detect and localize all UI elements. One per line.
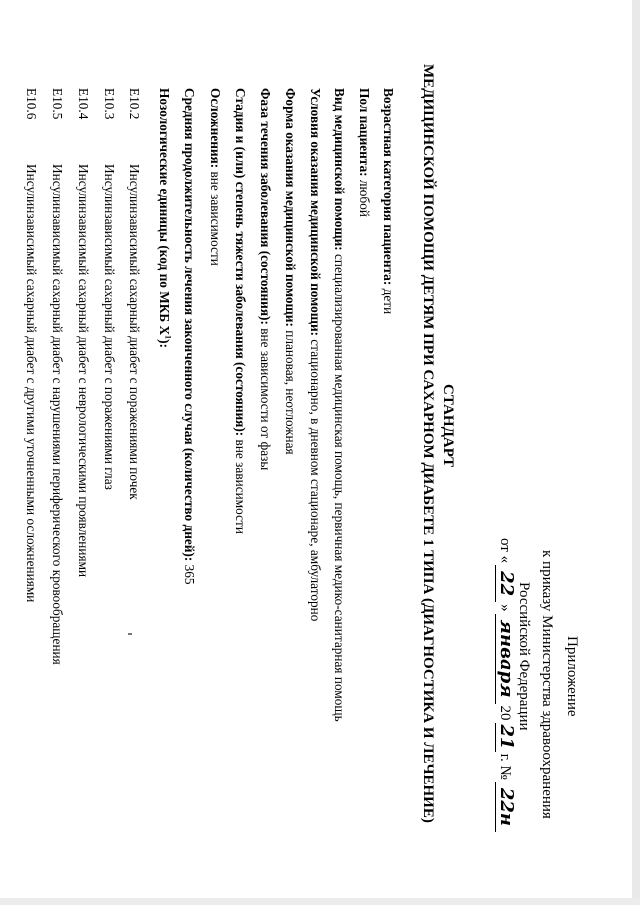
doc-title: СТАНДАРТ: [440, 384, 456, 468]
field-label: Осложнения:: [208, 88, 223, 169]
nosology-heading-text: Нозологические единицы (код по МКБ X: [156, 88, 172, 336]
field-label: Средняя продолжительность лечения законченного случая (количество дней):: [182, 88, 197, 562]
field-label: Стадия и (или) степень тяжести заболевания (состояния):: [233, 88, 248, 437]
field-value: любой: [357, 176, 372, 218]
date-g: г. №: [497, 753, 513, 780]
field-care-conditions: [309, 88, 322, 621]
icd-description: Инсулинзависимый сахарный диабет с поражениями глаз: [102, 164, 117, 490]
icd-description: Инсулинзависимый сахарный диабет с поражениями почек: [127, 164, 142, 500]
field-value: вне зависимости: [233, 436, 248, 534]
field-label: Пол пациента:: [357, 88, 372, 177]
field-care-form: [284, 88, 297, 455]
field-label: Фаза течения заболевания (состояния):: [258, 88, 273, 325]
field-care-type: [333, 88, 346, 722]
field-value: плановая, неотложная: [283, 326, 298, 455]
footnote-mark: 1: [163, 335, 172, 340]
icd-description: Инсулинзависимый сахарный диабет с неврологическими проявлениями: [76, 164, 91, 578]
field-age: [382, 88, 395, 314]
field-label: Условия оказания медицинской помощи:: [308, 88, 323, 337]
field-label: Форма оказания медицинской помощи:: [283, 88, 298, 327]
date-prefix: от «: [497, 538, 513, 564]
field-disease-phase: [259, 88, 272, 470]
field-value: дети: [381, 285, 396, 315]
date-day-handwritten: 22: [495, 565, 515, 602]
field-value: 365: [182, 561, 197, 585]
icd-description: Инсулинзависимый сахарный диабет с другими уточненными осложнениями: [24, 164, 39, 603]
field-treatment-duration: [183, 88, 196, 585]
icd-code: E10.5: [50, 88, 65, 120]
field-value: стационарно, в дневном стационаре, амбулаторно: [308, 336, 323, 622]
appendix-label: Приложение: [564, 636, 580, 717]
icd-code: E10.4: [76, 88, 91, 120]
field-value: специализированная медицинская помощь, первичная медико-санитарная помощь: [332, 250, 347, 722]
field-severity: [234, 88, 247, 534]
field-label: Возрастная категория пациента:: [381, 88, 396, 286]
field-value: вне зависимости: [208, 168, 223, 266]
icd-code: E10.2: [127, 88, 142, 120]
icd-description: Инсулинзависимый сахарный диабет с нарушениями периферического кровообращения: [50, 164, 65, 665]
icd-code: E10.6: [24, 88, 39, 120]
field-sex: [358, 88, 371, 217]
field-label: Вид медицинской помощи:: [332, 88, 347, 251]
order-number-handwritten: 22н: [495, 782, 515, 832]
date-year-handwritten: 21: [496, 724, 517, 750]
date-year-prefix: 20: [497, 705, 513, 721]
date-month-handwritten: января: [495, 614, 515, 704]
federation-line: Российской Федерации: [516, 582, 532, 731]
field-complications: [209, 88, 222, 266]
field-value: вне зависимости от фазы: [258, 324, 273, 471]
doc-subtitle: МЕДИЦИНСКОЙ ПОМОЩИ ДЕТЯМ ПРИ САХАРНОМ ДИАБЕТЕ 1 ТИПА (ДИАГНОСТИКА И ЛЕЧЕНИЕ): [420, 64, 436, 823]
nosology-heading-tail: ):: [156, 339, 172, 348]
order-date-line: [495, 538, 515, 832]
date-sep: »: [497, 604, 513, 612]
nosology-heading: [157, 88, 171, 348]
order-line: к приказу Министерства здравоохранения: [539, 550, 555, 819]
icd-code: E10.3: [102, 88, 117, 120]
